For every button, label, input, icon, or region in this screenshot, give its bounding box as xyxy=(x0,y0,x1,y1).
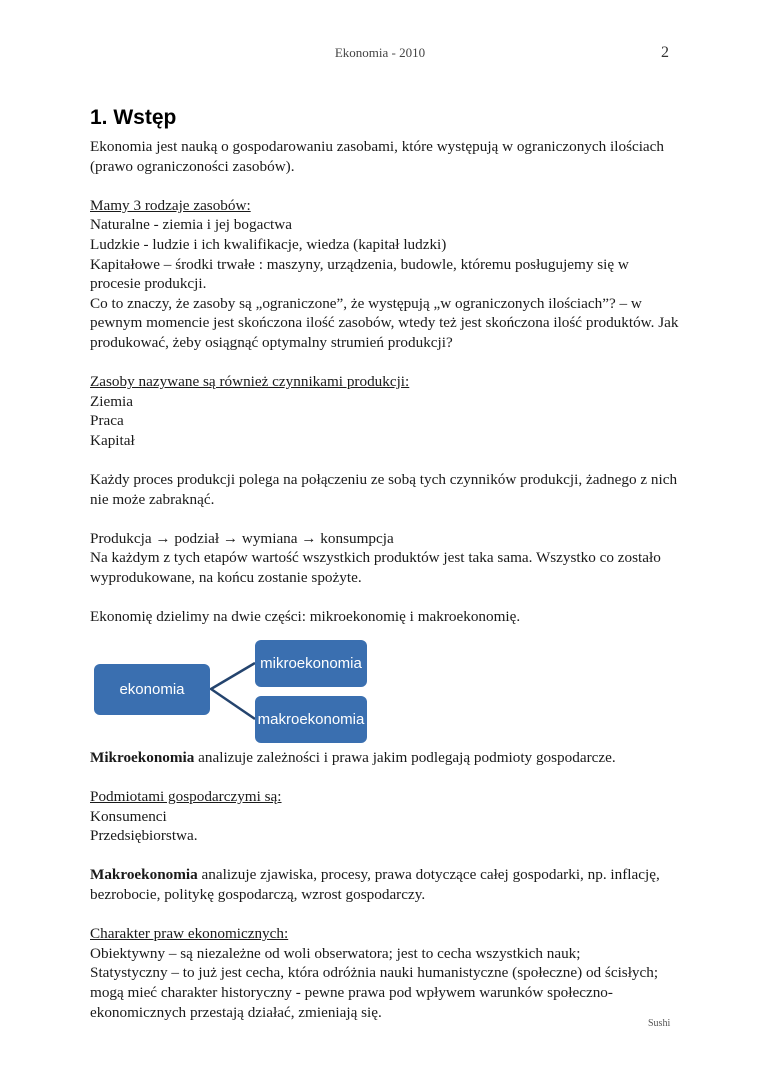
subject-item: Konsumenci xyxy=(90,807,167,825)
intro-paragraph: Ekonomia jest nauką o gospodarowaniu zasobami, które występują w ograniczonych ilościach (prawo ograniczoności zasobów). xyxy=(90,138,665,175)
factors-note: Każdy proces produkcji polega na połączeniu ze sobą tych czynników produkcji, żadnego z nich nie może zabraknąć. xyxy=(90,471,678,508)
page-footer: Sushi xyxy=(648,1018,671,1029)
production-flow: Produkcja → podział → wymiana → konsumpcja xyxy=(90,529,394,547)
section-title: 1. Wstęp xyxy=(90,106,177,129)
page-header: Ekonomia - 2010 xyxy=(334,45,426,60)
factor-item: Ziemia xyxy=(90,392,134,410)
division-paragraph: Ekonomię dzielimy na dwie części: mikroekonomię i makroekonomię. xyxy=(90,608,521,626)
micro-definition: analizuje zależności i prawa jakim podlegają podmioty gospodarcze. xyxy=(194,748,616,766)
subject-item: Przedsiębiorstwa. xyxy=(90,827,198,845)
document-body xyxy=(90,105,680,1022)
law-item: Statystyczny – to już jest cecha, która odróżnia nauki humanistyczne (społeczne) od ścisłych; mogą mieć charakter historyczny - pewne prawa pod wpływem warunków społeczno-ekonomicznych przestają działać, zmieniają się. xyxy=(90,964,659,1021)
diagram-node-ekonomia: ekonomia xyxy=(94,664,210,715)
laws-heading: Charakter praw ekonomicznych: xyxy=(90,925,289,943)
macro-term: Makroekonomia xyxy=(90,866,198,884)
diagram-node-makroekonomia: makroekonomia xyxy=(255,696,367,743)
resource-item: Ludzkie - ludzie i ich kwalifikacje, wiedza (kapitał ludzki) xyxy=(90,235,447,253)
resource-item: Naturalne - ziemia i jej bogactwa xyxy=(90,216,292,234)
resources-heading: Mamy 3 rodzaje zasobów: xyxy=(90,196,251,214)
economics-diagram xyxy=(90,640,680,743)
diagram-node-mikroekonomia: mikroekonomia xyxy=(255,640,367,687)
flow-note: Na każdym z tych etapów wartość wszystkich produktów jest taka sama. Wszystko co zostało wyprodukowane, na końcu zostanie spożyte. xyxy=(90,549,661,587)
micro-term: Mikroekonomia xyxy=(90,748,195,766)
subjects-heading: Podmiotami gospodarczymi są: xyxy=(90,788,282,806)
law-item: Obiektywny – są niezależne od woli obserwatora; jest to cecha wszystkich nauk; xyxy=(90,944,581,962)
resource-item: Kapitałowe – środki trwałe : maszyny, urządzenia, budowle, któremu posługujemy się w procesie produkcji. xyxy=(90,255,629,293)
macro-paragraph xyxy=(90,865,680,904)
page-number: 2 xyxy=(661,44,669,61)
micro-paragraph xyxy=(90,748,680,768)
factors-heading: Zasoby nazywane są również czynnikami produkcji: xyxy=(90,373,410,391)
macro-definition: analizuje zjawiska, procesy, prawa dotyczące całej gospodarki, np. inflację, bezrobocie, politykę gospodarczą, wzrost gospodarczy. xyxy=(90,866,660,903)
resources-question: Co to znaczy, że zasoby są „ograniczone”, że występują „w ograniczonych ilościach”? – w pewnym momencie jest skończona ilość zasobów, wtedy też jest skończona ilość produktów. Jak produkować, żeby osiągnąć optymalny strumień produkcji? xyxy=(90,294,679,351)
factor-item: Praca xyxy=(90,412,124,430)
factor-item: Kapitał xyxy=(90,431,135,449)
connector-line xyxy=(211,663,255,719)
